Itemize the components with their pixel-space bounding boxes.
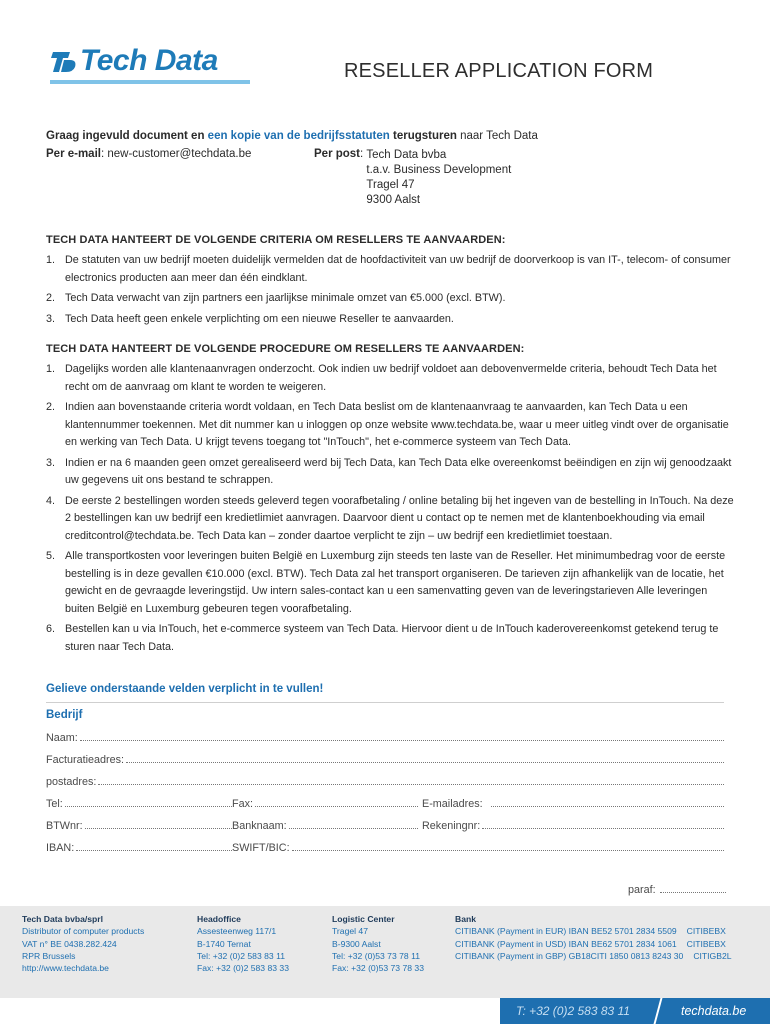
bank-text: CITIBANK (Payment in GBP) GB18CITI 1850 0813 8243 30: [455, 950, 684, 961]
banknaam-field[interactable]: [232, 820, 418, 832]
item-text: Indien aan bovenstaande criteria wordt voldaan, en Tech Data beslist om de klantenaanvraag te aanvaarden, kan Tech Data u een klantennummer toekennen. Met dit nummer kan u inloggen op onze website www.techdata.be, waar u meer uitleg vindt over de organisatie en werking van Tech Data. U krijgt tevens toegang tot "InTouch", het e-commerce systeem van Tech Data.: [65, 401, 729, 448]
footer-line: B-1740 Ternat: [197, 938, 251, 949]
footer-line: B-9300 Aalst: [332, 938, 381, 949]
list-item: [46, 548, 734, 618]
tech-data-logo: [50, 42, 255, 92]
footer-line: RPR Brussels: [22, 950, 76, 961]
divider: [46, 702, 724, 703]
intro-line: [46, 130, 736, 142]
footer-line: Distributor of computer products: [22, 926, 145, 937]
bank-code: CITIBEBX: [686, 938, 726, 949]
footer-heading: Tech Data bvba/sprl: [22, 914, 104, 924]
rekeningnr-label: Rekeningnr:: [422, 820, 481, 832]
list-item: [46, 621, 734, 656]
field-row-bank: [46, 820, 724, 832]
criteria-list: [46, 252, 734, 328]
email-contact: [46, 148, 314, 208]
list-item: [46, 455, 734, 490]
rekeningnr-field[interactable]: [422, 820, 724, 832]
footer-line: Tel: +32 (0)53 73 78 11: [332, 950, 420, 961]
footer-line: Assesteenweg 117/1: [197, 926, 277, 937]
statuten-link: een kopie van de bedrijfsstatuten: [207, 130, 390, 142]
post-line: t.a.v. Business Development: [366, 164, 512, 176]
tel-label: Tel:: [46, 798, 63, 810]
footer-heading: Headoffice: [197, 914, 241, 924]
procedure-heading: TECH DATA HANTEERT DE VOLGENDE PROCEDURE OM RESELLERS TE AANVAARDEN:: [46, 343, 525, 355]
naam-field[interactable]: [46, 732, 724, 744]
bank-row: [455, 950, 732, 962]
banknaam-input[interactable]: [289, 820, 418, 829]
btwnr-label: BTWnr:: [46, 820, 83, 832]
footer-website-link[interactable]: http://www.techdata.be: [22, 963, 109, 974]
item-number: 4.: [46, 494, 56, 507]
field-row-naam: [46, 732, 724, 744]
item-text: Bestellen kan u via InTouch, het e-commerce systeem van Tech Data. Hiervoor dient u de InTouch kaderovereenkomst getekend terug te sturen naar Tech Data.: [65, 623, 719, 653]
paraf-input[interactable]: [660, 884, 726, 893]
logo-underline: [50, 80, 250, 84]
postadres-input[interactable]: [98, 776, 724, 785]
bottom-bar-website-link[interactable]: techdata.be: [681, 1004, 747, 1018]
item-text: Dagelijks worden alle klantenaanvragen onderzocht. Ook indien uw bedrijf voldoet aan debovenvermelde criteria, behoudt Tech Data het recht om de aanvraag om klant te worden te weigeren.: [65, 363, 717, 393]
facturatieadres-input[interactable]: [126, 754, 724, 763]
tel-field[interactable]: [46, 798, 232, 810]
list-item: [46, 252, 734, 287]
intro-text-2: terugsturen: [389, 130, 457, 142]
list-item: [46, 361, 734, 396]
email-value: : new-customer@techdata.be: [100, 148, 252, 160]
item-text: Alle transportkosten voor leveringen buiten België en Luxemburg zijn steeds ten laste van de Reseller. Het minimumbedrag voor de eerste bestelling is in deze gevallen €10.000 (excl. BTW). Tech Data zal het transport organiseren. De tarieven zijn afhankelijk van de locatie, het gewicht en de gevraagde leveringstijd. Uw intern sales-contact kan u een samenvatting geven van de leveringstarieven Alle leveringen buiten België en Luxemburg gebeuren tegen voorafbetaling.: [65, 550, 726, 615]
item-number: 5.: [46, 550, 56, 562]
rekeningnr-input[interactable]: [482, 820, 724, 829]
footer-heading: Bank: [455, 914, 477, 924]
item-number: 1.: [46, 254, 56, 266]
item-number: 1.: [46, 363, 56, 375]
paraf-field[interactable]: [628, 884, 726, 896]
facturatieadres-field[interactable]: [46, 754, 724, 766]
paraf-label: paraf:: [628, 884, 656, 896]
item-number: 3.: [46, 312, 56, 325]
footer-company: [22, 913, 144, 974]
item-number: 6.: [46, 623, 56, 635]
footer-line: Tel: +32 (0)2 583 83 11: [197, 950, 285, 961]
item-number: 3.: [46, 456, 56, 469]
email-field[interactable]: [422, 798, 724, 810]
field-row-iban: [46, 842, 724, 854]
footer-line: Tragel 47: [332, 926, 368, 937]
intro-text: Graag ingevuld document en: [46, 130, 208, 142]
item-text: Tech Data heeft geen enkele verplichting om een nieuwe Reseller te aanvaarden.: [65, 312, 454, 325]
naam-input[interactable]: [80, 732, 724, 741]
footer-line: Fax: +32 (0)2 583 83 33: [197, 963, 289, 974]
list-item: [46, 493, 734, 546]
fax-input[interactable]: [255, 798, 418, 807]
item-text: De eerste 2 bestellingen worden steeds geleverd tegen voorafbetaling / online betaling bij het ingeven van de bestelling in InTouch. Na deze 2 bestellingen kan uw bedrijf een kredietlimiet aanvragen. Daarvoor dient u contact op te nemen met de klantenboekhouding via email creditcontrol@techdata.be. Tech Data kan – zonder daartoe verplicht te zijn – uw bedrijf een kredietlimiet toestaan.: [65, 494, 734, 542]
item-text: Indien er na 6 maanden geen omzet gerealiseerd werd bij Tech Data, kan Tech Data elke overeenkomst beëindigen en zijn wij genoodzaakt uw gegevens uit ons bestand te schrappen.: [65, 456, 732, 486]
list-item: [46, 290, 734, 308]
btwnr-field[interactable]: [46, 820, 232, 832]
swift-field[interactable]: [232, 842, 724, 854]
bank-code: CITIBEBX: [686, 926, 726, 937]
field-row-postadres: [46, 776, 724, 788]
bank-row: [455, 925, 732, 937]
fax-field[interactable]: [232, 798, 418, 810]
naam-label: Naam:: [46, 732, 78, 744]
postadres-field[interactable]: [46, 776, 724, 788]
email-label: Per e-mail: [46, 148, 101, 160]
post-line: Tragel 47: [366, 179, 415, 191]
footer-line: Fax: +32 (0)53 73 78 33: [332, 963, 424, 974]
iban-input[interactable]: [76, 842, 232, 851]
item-number: 2.: [46, 292, 56, 304]
post-line: 9300 Aalst: [366, 194, 421, 206]
tel-input[interactable]: [65, 798, 232, 807]
footer-logistic: [332, 913, 424, 974]
footer-line: VAT n° BE 0438.282.424: [22, 938, 117, 949]
logo-text: Tech Data: [80, 44, 218, 77]
item-number: 2.: [46, 401, 56, 413]
procedure-section: [46, 343, 734, 659]
iban-field[interactable]: [46, 842, 232, 854]
post-contact: [314, 148, 511, 208]
bank-text: CITIBANK (Payment in EUR) IBAN BE52 5701 2834 5509: [455, 926, 677, 937]
post-label: Per post: [314, 148, 361, 160]
contact-row: [46, 148, 736, 208]
field-row-contact: [46, 798, 724, 810]
bank-row: [455, 938, 732, 950]
swift-input[interactable]: [292, 842, 724, 851]
footer-bank: [455, 913, 732, 962]
fax-label: Fax:: [232, 798, 253, 810]
footer-heading: Logistic Center: [332, 914, 395, 924]
swift-label: SWIFT/BIC:: [232, 842, 290, 854]
btwnr-input[interactable]: [85, 820, 232, 829]
bank-text: CITIBANK (Payment in USD) IBAN BE62 5701 2834 1061: [455, 938, 677, 949]
list-item: [46, 399, 734, 452]
banknaam-label: Banknaam:: [232, 820, 287, 832]
emailadres-label: E-mailadres:: [422, 798, 483, 810]
criteria-section: [46, 234, 734, 331]
field-row-facturatie: [46, 754, 724, 766]
emailadres-input[interactable]: [491, 798, 724, 807]
intro: [46, 130, 736, 208]
page-title: RESELLER APPLICATION FORM: [344, 60, 654, 82]
list-item: [46, 311, 734, 329]
facturatieadres-label: Facturatieadres:: [46, 754, 125, 766]
intro-text-3: naar Tech Data: [456, 130, 538, 142]
procedure-list: [46, 361, 734, 656]
criteria-heading: TECH DATA HANTEERT DE VOLGENDE CRITERIA OM RESELLERS TE AANVAARDEN:: [46, 234, 506, 246]
item-text: De statuten van uw bedrijf moeten duidelijk vermelden dat de hoofdactiviteit van uw bedrijf de doorverkoop is van IT-, telecom- of consumer electronics producten aan meer dan één eindklant.: [65, 254, 731, 284]
footer-headoffice: [197, 913, 289, 974]
post-address: [366, 148, 511, 208]
bottom-bar-phone: T: +32 (0)2 583 83 11: [516, 1004, 630, 1018]
bank-code: CITIGB2L: [693, 950, 732, 961]
iban-label: IBAN:: [46, 842, 75, 854]
post-colon: :: [360, 148, 367, 160]
header: [0, 0, 770, 110]
tech-data-logo-icon: [50, 48, 78, 76]
required-note: Gelieve onderstaande velden verplicht in te vullen!: [46, 683, 324, 695]
post-line: Tech Data bvba: [366, 149, 447, 161]
section-bedrijf: Bedrijf: [46, 709, 83, 721]
item-text: Tech Data verwacht van zijn partners een jaarlijkse minimale omzet van €5.000 (excl. BTW).: [65, 292, 506, 304]
postadres-label: postadres:: [46, 776, 97, 788]
